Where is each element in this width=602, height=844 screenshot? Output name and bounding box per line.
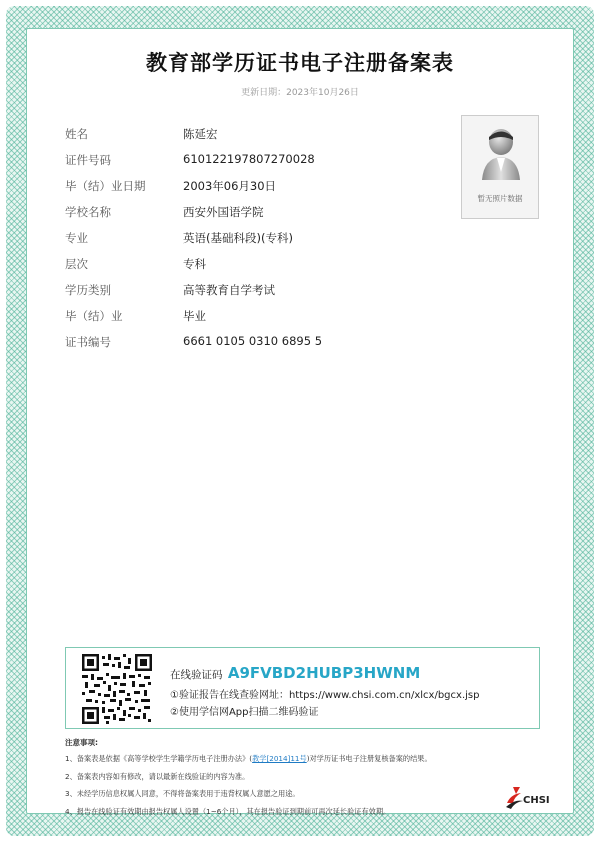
verification-box bbox=[65, 647, 540, 729]
chsi-logo-icon bbox=[505, 785, 525, 811]
note-text: )对学历证书电子注册复核备案的结果。 bbox=[306, 754, 432, 763]
verification-code-label: 在线验证码 bbox=[170, 669, 223, 681]
field-value: 毕业 bbox=[183, 309, 206, 323]
field-label: 姓名 bbox=[65, 127, 88, 141]
verification-code-line bbox=[170, 664, 420, 682]
note-item-3: 3、未经学历信息权属人同意，不得将备案表用于违背权属人意愿之用途。 bbox=[65, 789, 300, 798]
verification-url-line: ①验证报告在线查验网址：https://www.chsi.com.cn/xlcx/bgcx.jsp bbox=[170, 690, 480, 701]
chsi-logo bbox=[505, 785, 553, 811]
verification-code: A9FVBD2HUBP3HWNM bbox=[227, 664, 421, 682]
photo-caption: 暂无照片数据 bbox=[477, 194, 523, 203]
field-label: 毕（结）业 bbox=[65, 309, 123, 323]
certificate-sheet bbox=[26, 28, 574, 814]
verification-app-line: ②使用学信网App扫描二维码验证 bbox=[170, 707, 319, 718]
qr-code-icon[interactable] bbox=[82, 654, 152, 724]
field-value: 陈延宏 bbox=[183, 127, 218, 141]
field-value: 专科 bbox=[183, 257, 206, 271]
regulation-link[interactable]: 教学[2014]11号 bbox=[252, 754, 307, 763]
note-item-4: 4、报告在线验证有效期由报告权属人设置（1~6个月），其在报告验证到期前可再次延长验证有效期。 bbox=[65, 806, 391, 816]
notes-title: 注意事项: bbox=[65, 738, 98, 747]
photo-placeholder bbox=[461, 115, 539, 219]
field-value: 6661 0105 0310 6895 5 bbox=[183, 334, 323, 348]
field-value: 610122197807270028 bbox=[183, 152, 315, 166]
field-label: 证件号码 bbox=[65, 153, 111, 167]
update-date: 更新日期：2023年10月26日 bbox=[241, 88, 359, 98]
note-item-2: 2、备案表内容如有修改，请以最新在线验证的内容为准。 bbox=[65, 771, 250, 781]
document-title: 教育部学历证书电子注册备案表 bbox=[146, 51, 454, 75]
field-label: 证书编号 bbox=[65, 335, 111, 349]
field-value: 西安外国语学院 bbox=[183, 205, 264, 219]
field-label: 层次 bbox=[65, 257, 88, 271]
field-label: 学历类别 bbox=[65, 283, 111, 297]
field-label: 专业 bbox=[65, 231, 88, 245]
note-text: 1、备案表是依据《高等学校学生学籍学历电子注册办法》( bbox=[65, 754, 253, 763]
note-item-1 bbox=[65, 754, 535, 764]
field-value: 高等教育自学考试 bbox=[183, 283, 275, 297]
notes-section bbox=[65, 737, 535, 824]
guilloche-border bbox=[6, 6, 594, 836]
field-label: 学校名称 bbox=[65, 205, 111, 219]
field-value: 2003年06月30日 bbox=[183, 179, 277, 193]
field-value: 英语(基础科段)(专科) bbox=[183, 231, 293, 245]
field-label: 毕（结）业日期 bbox=[65, 179, 146, 193]
avatar-placeholder-icon bbox=[462, 124, 540, 194]
chsi-logo-text: CHSI bbox=[523, 795, 550, 806]
